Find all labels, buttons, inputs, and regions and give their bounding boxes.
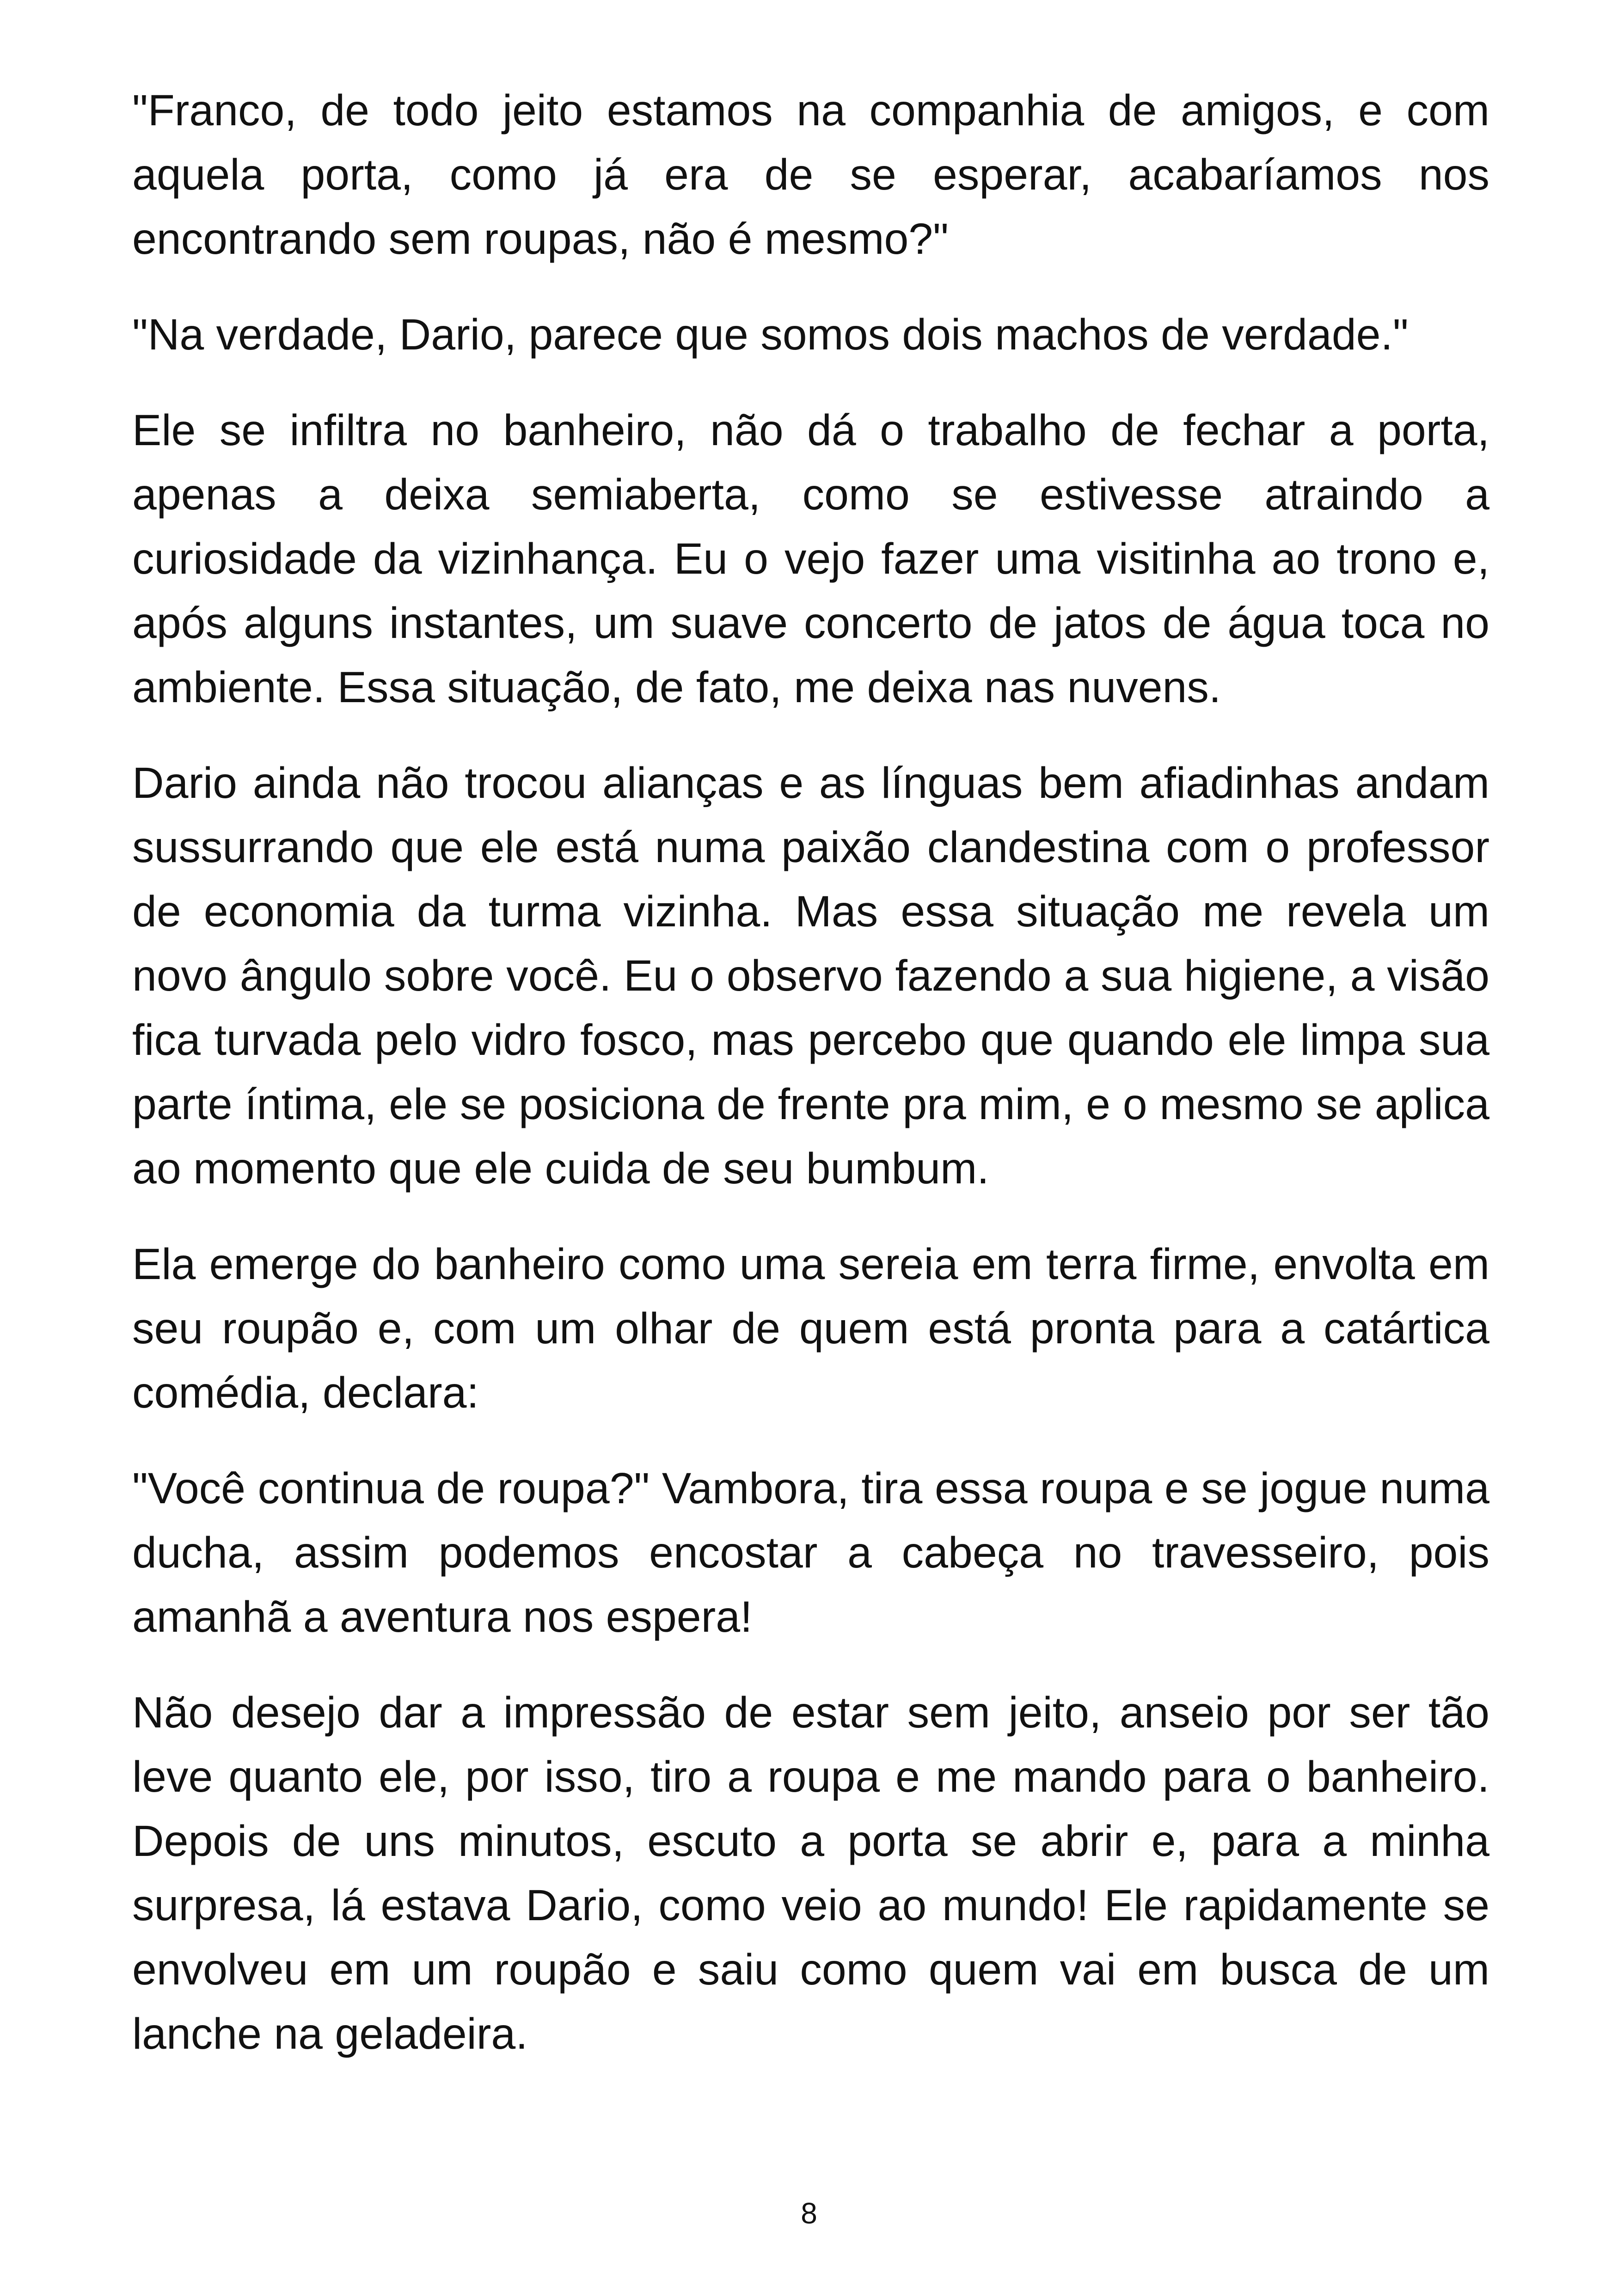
- body-text: [132, 79, 1489, 2098]
- paragraph-5: Ela emerge do banheiro como uma sereia em terra firme, envolta em seu roupão e, com um olhar de quem está pronta para a catártica comédia, declara:: [132, 1240, 1489, 1417]
- paragraph-2: "Na verdade, Dario, parece que somos dois machos de verdade.": [132, 310, 1409, 359]
- paragraph-1: "Franco, de todo jeito estamos na companhia de amigos, e com aquela porta, como já era de se esperar, acabaríamos nos encontrando sem roupas, não é mesmo?": [132, 86, 1489, 263]
- paragraph-7: Não desejo dar a impressão de estar sem jeito, anseio por ser tão leve quanto ele, por isso, tiro a roupa e me mando para o banheiro. Depois de uns minutos, escuto a porta se abrir e, para a minha surpresa, lá estava Dario, como veio ao mundo! Ele rapidamente se envolveu em um roupão e saiu como quem vai em busca de um lanche na geladeira.: [132, 1688, 1489, 2058]
- paragraph-6: "Você continua de roupa?" Vambora, tira essa roupa e se jogue numa ducha, assim podemos encostar a cabeça no travesseiro, pois amanhã a aventura nos espera!: [132, 1464, 1489, 1641]
- page-number: 8: [801, 2197, 817, 2230]
- paragraph-4: Dario ainda não trocou alianças e as línguas bem afiadinhas andam sussurrando que ele está numa paixão clandestina com o professor de economia da turma vizinha. Mas essa situação me revela um novo ângulo sobre você. Eu o observo fazendo a sua higiene, a visão fica turvada pelo vidro fosco, mas percebo que quando ele limpa sua parte íntima, ele se posiciona de frente pra mim, e o mesmo se aplica ao momento que ele cuida de seu bumbum.: [132, 759, 1489, 1193]
- paragraph-3: Ele se infiltra no banheiro, não dá o trabalho de fechar a porta, apenas a deixa semiaberta, como se estivesse atraindo a curiosidade da vizinhança. Eu o vejo fazer uma visitinha ao trono e, após alguns instantes, um suave concerto de jatos de água toca no ambiente. Essa situação, de fato, me deixa nas nuvens.: [132, 406, 1489, 712]
